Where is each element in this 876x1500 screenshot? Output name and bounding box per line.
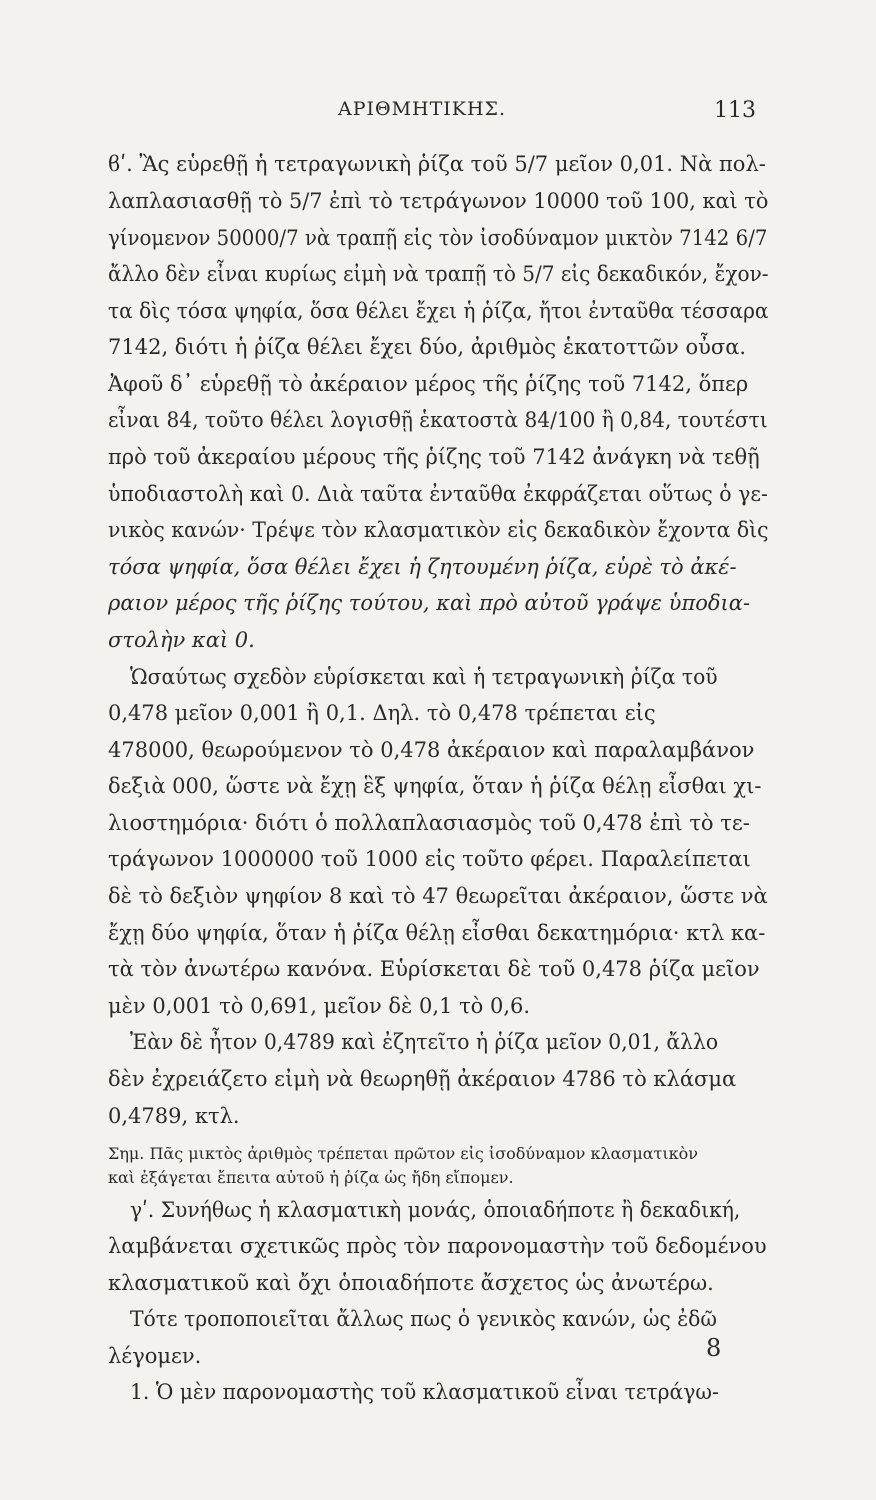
text-line: λαμβάνεται σχετικῶς πρὸς τὸν παρονομαστὴν τοῦ δεδομένου bbox=[108, 1234, 767, 1258]
text-line: τὰ τὸν ἀνωτέρω κανόνα. Εὑρίσκεται δὲ τοῦ 0,478 ῥίζα μεῖον bbox=[108, 957, 760, 981]
text-line: τράγωνον 1000000 τοῦ 1000 εἰς τοῦτο φέρει. Παραλείπεται bbox=[108, 847, 751, 871]
text-line: κλασματικοῦ καὶ ὄχι ὁποιαδήποτε ἄσχετος ὡς ἀνωτέρω. bbox=[108, 1271, 714, 1295]
text-line: 1. Ὁ μὲν παρονομαστὴς τοῦ κλασματικοῦ εἶναι τετράγω- bbox=[130, 1380, 719, 1404]
note-line: Σημ. Πᾶς μικτὸς ἀριθμὸς τρέπεται πρῶτον εἰς ἰσοδύναμον κλασματικὸν bbox=[108, 1144, 699, 1163]
text-line: δὲ τὸ δεξιὸν ψηφίον 8 καὶ τὸ 47 θεωρεῖται ἀκέραιον, ὥστε νὰ bbox=[108, 884, 768, 908]
text-line: γίνομενον 50000/7 νὰ τραπῇ εἰς τὸν ἰσοδύναμον μικτὸν 7142 6/7 bbox=[108, 226, 768, 250]
text-line: ϐʹ. Ἂς εὑρεθῇ ἡ τετραγωνικὴ ῥίζα τοῦ 5/7 μεῖον 0,01. Νὰ πολ- bbox=[108, 152, 766, 176]
rule-italic-line: στολὴν καὶ 0. bbox=[108, 628, 255, 652]
text-line: πρὸ τοῦ ἀκεραίου μέρους τῆς ῥίζης τοῦ 7142 ἀνάγκη νὰ τεθῇ bbox=[108, 445, 760, 469]
text-line: δεξιὰ 000, ὥστε νὰ ἔχῃ ἓξ ψηφία, ὅταν ἡ ῥίζα θέλῃ εἶσθαι χι- bbox=[108, 774, 762, 798]
text-line: μὲν 0,001 τὸ 0,691, μεῖον δὲ 0,1 τὸ 0,6. bbox=[108, 994, 531, 1018]
page-header bbox=[0, 98, 876, 132]
rule-italic-line: ραιον μέρος τῆς ῥίζης τούτου, καὶ πρὸ αὐτοῦ γράψε ὑποδια- bbox=[108, 591, 751, 615]
rule-italic-line: τόσα ψηφία, ὅσα θέλει ἔχει ἡ ζητουμένη ῥίζα, εὑρὲ τὸ ἀκέ- bbox=[108, 555, 737, 579]
text-line: εἶναι 84, τοῦτο θέλει λογισθῇ ἑκατοστὰ 84/100 ἢ 0,84, τουτέστι bbox=[108, 408, 768, 432]
text-line: νικὸς κανών· Τρέψε τὸν κλασματικὸν εἰς δεκαδικὸν ἔχοντα δὶς bbox=[108, 518, 769, 542]
note-line: καὶ ἐξάγεται ἔπειτα αὐτοῦ ἡ ῥίζα ὡς ἤδη εἴπομεν. bbox=[108, 1168, 514, 1187]
text-line: Ὡσαύτως σχεδὸν εὑρίσκεται καὶ ἡ τετραγωνικὴ ῥίζα τοῦ bbox=[130, 665, 718, 689]
page-number: 113 bbox=[714, 98, 756, 123]
text-line: ἄλλο δὲν εἶναι κυρίως εἰμὴ νὰ τραπῇ τὸ 5/7 εἰς δεκαδικόν, ἔχον- bbox=[108, 262, 769, 286]
text-line: γʹ. Συνήθως ἡ κλασματικὴ μονάς, ὁποιαδήποτε ἢ δεκαδική, bbox=[130, 1198, 741, 1222]
signature-mark: 8 bbox=[706, 1334, 722, 1362]
text-line: δὲν ἐχρειάζετο εἰμὴ νὰ θεωρηθῇ ἀκέραιον 4786 τὸ κλάσμα bbox=[108, 1067, 737, 1091]
running-title: ΑΡΙΘΜΗΤΙΚΗΣ. bbox=[338, 98, 507, 120]
text-line: Ἐὰν δὲ ἦτον 0,4789 καὶ ἐζητεῖτο ἡ ῥίζα μεῖον 0,01, ἄλλο bbox=[130, 1030, 719, 1054]
text-line: ὑποδιαστολὴ καὶ 0. Διὰ ταῦτα ἐνταῦθα ἐκφράζεται οὕτως ὁ γε- bbox=[108, 482, 768, 506]
text-line: Τότε τροποποιεῖται ἄλλως πως ὁ γενικὸς κανών, ὡς ἐδῶ bbox=[130, 1307, 717, 1331]
text-line: ἔχῃ δύο ψηφία, ὅταν ἡ ῥίζα θέλῃ εἶσθαι δεκατημόρια· κτλ κα- bbox=[108, 921, 766, 945]
text-line: λιοστημόρια· διότι ὁ πολλαπλασιασμὸς τοῦ 0,478 ἐπὶ τὸ τε- bbox=[108, 811, 750, 835]
text-line: λαπλασιασθῇ τὸ 5/7 ἐπὶ τὸ τετράγωνον 10000 τοῦ 100, καὶ τὸ bbox=[108, 189, 769, 213]
text-line: 478000, θεωρούμενον τὸ 0,478 ἀκέραιον καὶ παραλαμβάνον bbox=[108, 738, 755, 762]
text-line: 0,478 μεῖον 0,001 ἢ 0,1. Δηλ. τὸ 0,478 τρέπεται εἰς bbox=[108, 701, 656, 725]
text-line: 7142, διότι ἡ ῥίζα θέλει ἔχει δύο, ἀριθμὸς ἑκατοττῶν οὖσα. bbox=[108, 335, 747, 359]
text-line: τα δὶς τόσα ψηφία, ὅσα θέλει ἔχει ἡ ῥίζα, ἤτοι ἐνταῦθα τέσσαρα bbox=[108, 299, 769, 323]
text-line: λέγομεν. bbox=[108, 1344, 202, 1368]
text-line: 0,4789, κτλ. bbox=[108, 1104, 240, 1128]
text-line: Ἀφοῦ δ᾽ εὑρεθῇ τὸ ἀκέραιον μέρος τῆς ῥίζης τοῦ 7142, ὅπερ bbox=[108, 372, 749, 396]
